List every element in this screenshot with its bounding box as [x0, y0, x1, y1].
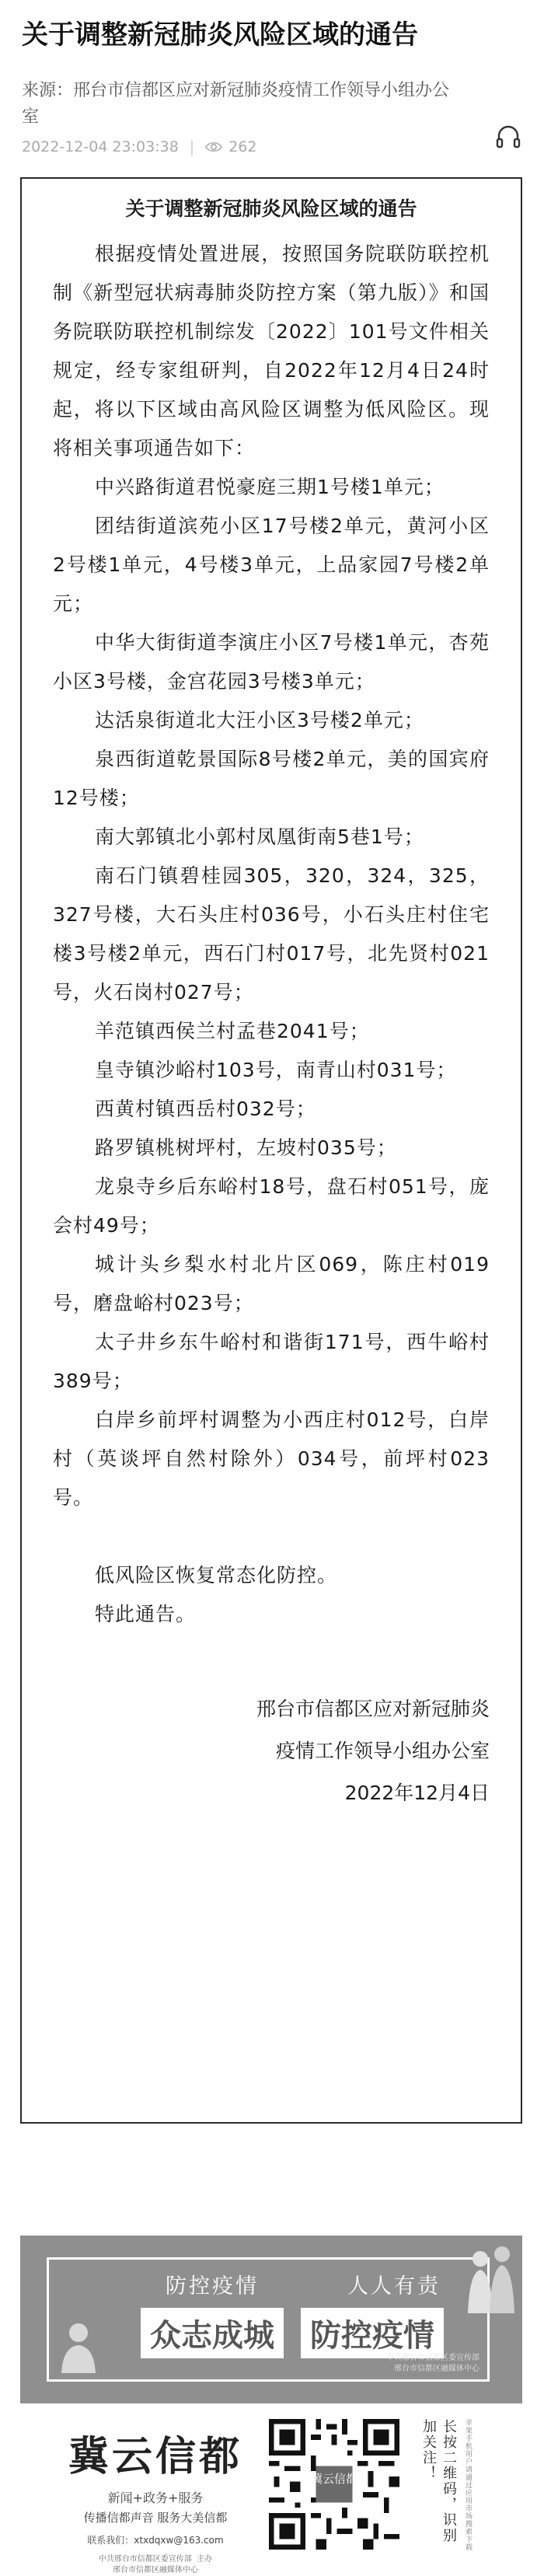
banner-top-right: 人人有责	[347, 2274, 441, 2299]
headphones-icon[interactable]	[493, 121, 524, 152]
qr-badge-text: 冀云信都	[311, 2472, 357, 2486]
area-item: 团结街道滨苑小区17号楼2单元，黄河小区2号楼1单元，4号楼3单元，上品家园7号楼2单元；	[53, 515, 490, 615]
brand-slogan: 传播信都声音 服务大美信都	[83, 2511, 228, 2525]
footer	[0, 2410, 544, 2574]
article-title: 关于调整新冠肺炎风险区域的通告	[22, 19, 418, 51]
area-item: 西黄村镇西岳村032号；	[95, 1098, 316, 1120]
notice-closing: 低风险区恢复常态化防控。	[95, 1564, 338, 1586]
banner-main-right: 防控疫情	[301, 2308, 444, 2358]
article-meta	[22, 138, 256, 155]
area-item: 皇寺镇沙峪村103号，南青山村031号；	[95, 1059, 457, 1081]
area-item: 太子井乡东牛峪村和谐街171号，西牛峪村389号；	[53, 1331, 490, 1392]
brand-tagline: 新闻+政务+服务	[107, 2490, 204, 2505]
signature-line: 邢台市信都区应对新冠肺炎	[256, 1698, 490, 1720]
banner-credit-line: 邢台市信都区融媒体中心	[394, 2365, 479, 2373]
qr-caption-main: 长按二维码，识别加关注！	[420, 2419, 457, 2543]
banner-credit-line: 中共邢台市信都区委宣传部	[386, 2354, 479, 2362]
qr-caption	[418, 2419, 488, 2551]
meta-divider: |	[189, 138, 195, 155]
qr-code-icon[interactable]	[269, 2419, 399, 2550]
area-item: 泉西街道乾景国际8号楼2单元，美的国宾府12号楼；	[53, 748, 490, 809]
qr-caption-hint: 苹果手机用户请通过应用市场搜索下载	[464, 2419, 472, 2551]
host-label: 主办	[197, 2555, 213, 2564]
area-item: 白岸乡前坪村调整为小西庄村012号，白岸村（英谈坪自然村除外）034号，前坪村023号。	[53, 1408, 490, 1509]
area-item: 羊范镇西侯兰村孟巷2041号；	[95, 1020, 370, 1042]
brand-host	[54, 2554, 256, 2576]
host-line: 中共邢台市信都区委宣传部	[98, 2555, 192, 2564]
banner-main-row	[141, 2308, 444, 2358]
host-line: 邢台市信都区融媒体中心	[113, 2566, 198, 2574]
article-source: 来源：邢台市信都区应对新冠肺炎疫情工作领导小组办公室	[22, 81, 450, 127]
worker-figures-icon	[463, 2236, 518, 2313]
brand-contact: 联系我们：xtxdqxw@163.com	[87, 2535, 224, 2546]
brand-logo: 冀云信都	[68, 2433, 242, 2480]
eye-icon	[205, 141, 222, 153]
banner-main-left: 众志成城	[141, 2308, 284, 2358]
notice-intro: 根据疫情处置进展，按照国务院联防联控机制《新型冠状病毒肺炎防控方案（第九版）》和国务院联防联控机制综发〔2022〕101号文件相关规定，经专家组研判，自2022年12月4日24时起，将以下区域由高风险区调整为低风险区。现将相关事项通告如下：	[53, 243, 490, 459]
area-item: 中华大街街道李演庄小区7号楼1单元，杏苑小区3号楼，金宫花园3号楼3单元；	[53, 631, 490, 693]
publish-datetime: 2022-12-04 23:03:38	[22, 138, 179, 155]
area-item: 南石门镇碧桂园305，320，324，325，327号楼，大石头庄村036号，小石头庄村住宅楼3号楼2单元，西石门村017号，北先贤村021号，火石岗村027号；	[53, 864, 490, 1004]
area-item: 城计头乡梨水村北片区069，陈庄村019号，磨盘峪村023号；	[53, 1253, 490, 1314]
signature-date: 2022年12月4日	[344, 1782, 490, 1804]
view-count: 262	[228, 138, 257, 155]
prevention-banner	[20, 2236, 522, 2403]
footer-brand	[54, 2424, 256, 2576]
area-item: 路罗镇桃树坪村，左坡村035号；	[95, 1136, 397, 1159]
notice-signature	[53, 1688, 490, 1814]
area-item: 达活泉街道北大汪小区3号楼2单元；	[95, 709, 424, 731]
banner-top-row	[166, 2269, 441, 2299]
banner-top-left: 防控疫情	[166, 2274, 259, 2299]
banner-credit	[386, 2353, 479, 2375]
signature-line: 疫情工作领导小组办公室	[275, 1740, 490, 1762]
notice-end: 特此通告。	[95, 1603, 197, 1625]
notice-box	[20, 177, 522, 2124]
banner-frame	[47, 2257, 490, 2382]
area-item: 中兴路街道君悦豪庭三期1号楼1单元；	[95, 476, 445, 498]
area-item: 南大郭镇北小郭村凤凰街南5巷1号；	[95, 826, 424, 848]
area-item: 龙泉寺乡后东峪村18号，盘石村051号，庞会村49号；	[53, 1175, 490, 1237]
notice-title: 关于调整新冠肺炎风险区域的通告	[125, 197, 417, 220]
medic-figure-icon	[55, 2319, 102, 2373]
notice-body	[53, 190, 490, 1814]
